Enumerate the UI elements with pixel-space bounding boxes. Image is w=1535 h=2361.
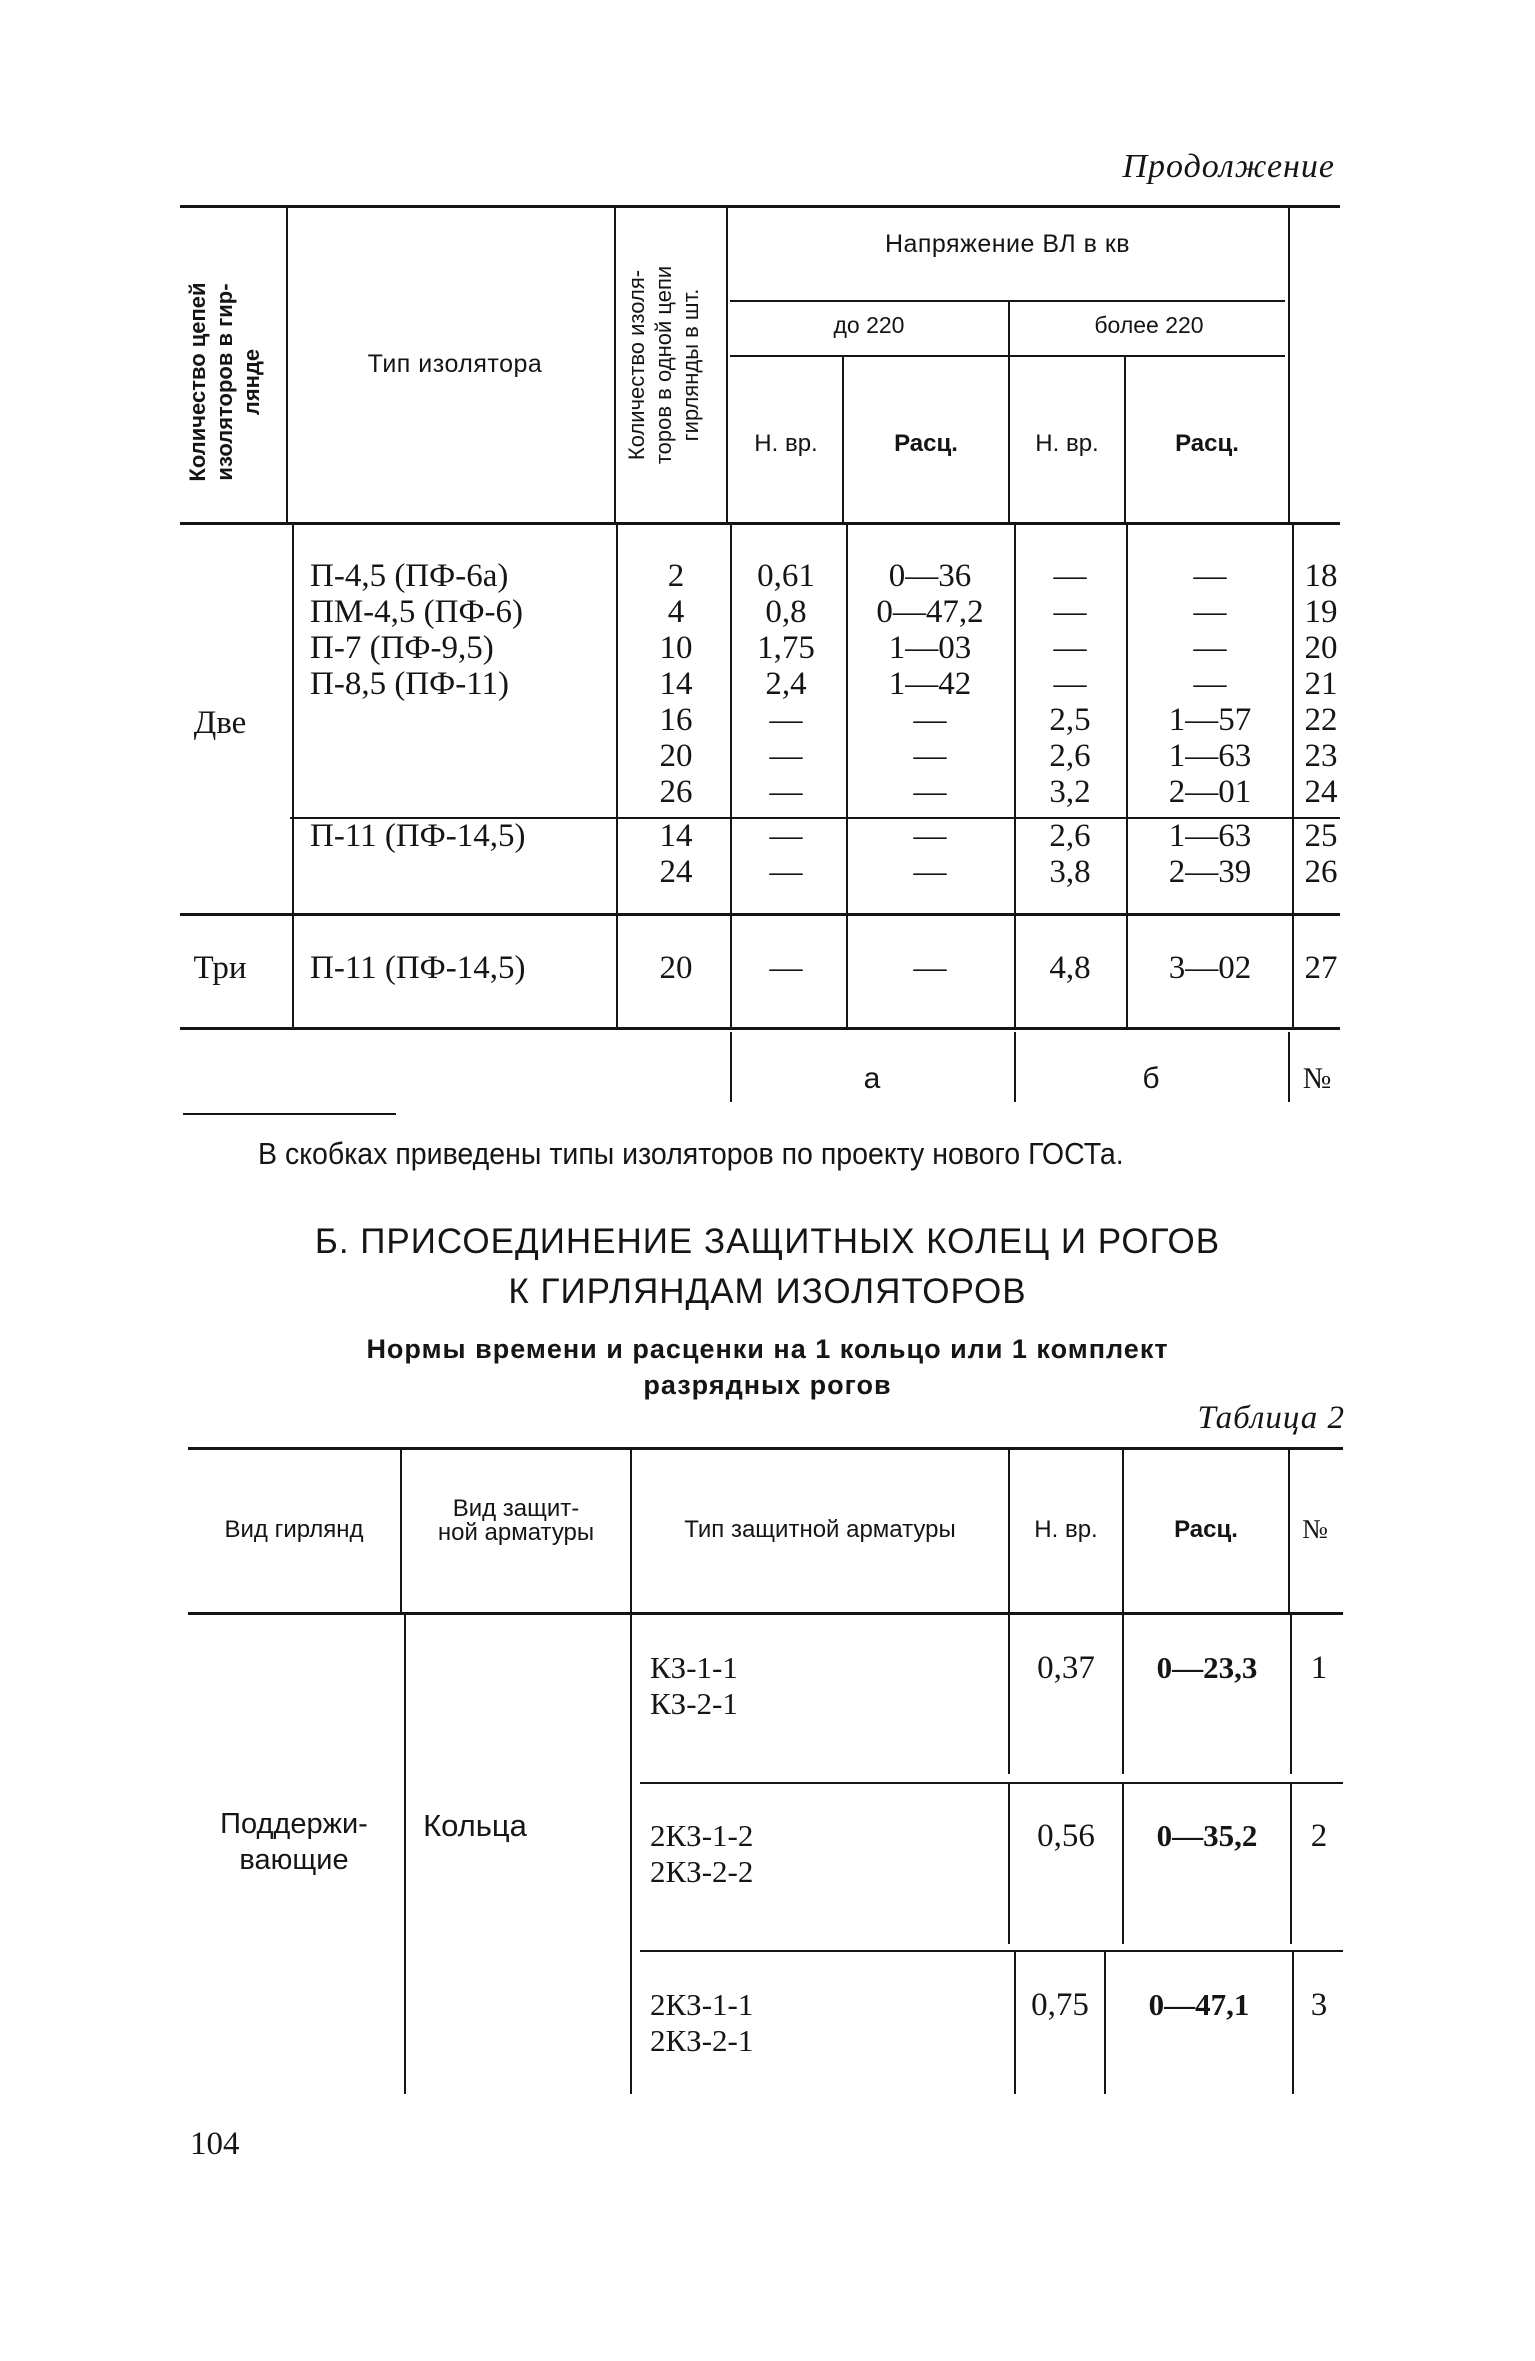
- table2-col-divider: [1122, 1614, 1124, 1774]
- section-title-line-2: К ГИРЛЯНДАМ ИЗОЛЯТОРОВ: [508, 1272, 1027, 1311]
- header-insulator-count: Количество изоля- торов в одной цепи гирлянды в шт.: [624, 265, 703, 465]
- table2-row-rule: [640, 1782, 1343, 1784]
- table1-col-divider: [1288, 1032, 1290, 1102]
- protection-type-row-2: 2КЗ-1-2 2КЗ-2-2: [650, 1818, 754, 1889]
- header-over-220: более 220: [1094, 312, 1204, 338]
- table2-row-rule: [640, 1950, 1343, 1952]
- garland-kind-value: Поддержи- вающие: [220, 1808, 368, 1876]
- table1-col-divider: [616, 524, 618, 913]
- protection-type-row-1: КЗ-1-1 КЗ-2-1: [650, 1650, 738, 1721]
- insulator-type-p11: П-11 (ПФ-14,5): [310, 950, 526, 986]
- insulator-counts: 2 4 10 14 16 20 26: [659, 558, 693, 810]
- header-rate: Расц.: [1174, 1516, 1238, 1543]
- subtitle-line-1: Нормы времени и расценки на 1 кольцо или 1 комплект: [366, 1334, 1169, 1364]
- table1-col-divider: [726, 207, 728, 522]
- rate-row-2: 0—35,2: [1156, 1818, 1258, 1853]
- number-row-3: 3: [1310, 1987, 1328, 2023]
- table1-col-divider: [1126, 915, 1128, 1027]
- table1-col-divider: [286, 207, 288, 522]
- header-number: №: [1302, 1514, 1328, 1544]
- header-a-rate: Расц.: [894, 430, 958, 457]
- table2-col-divider: [1014, 1952, 1016, 2094]
- table2-col-divider: [1122, 1784, 1124, 1944]
- table2-col-divider: [1290, 1614, 1292, 1774]
- table1-header-rule: [180, 522, 1340, 525]
- a-norm-time-values: 0,61 0,8 1,75 2,4 — — —: [757, 558, 815, 810]
- rate-row-1: 0—23,3: [1156, 1650, 1258, 1685]
- header-b-rate: Расц.: [1175, 430, 1239, 457]
- table1-col-divider: [730, 524, 732, 913]
- table1-col-divider: [1292, 915, 1294, 1027]
- table-2-label: Таблица 2: [1197, 1400, 1345, 1436]
- protection-kind-value: Кольца: [423, 1808, 527, 1843]
- group-label-two: Две: [193, 705, 247, 741]
- header-up-to-220: до 220: [833, 312, 905, 338]
- insulator-count: 20: [659, 950, 693, 986]
- table1-col-divider: [292, 524, 294, 913]
- table1-col-divider: [1292, 524, 1294, 913]
- norm-time-row-1: 0,37: [1037, 1650, 1095, 1686]
- number-row-1: 1: [1310, 1650, 1328, 1686]
- insulator-counts: 14 24: [659, 818, 693, 890]
- footnote: В скобках приведены типы изоляторов по проекту нового ГОСТа.: [258, 1136, 1124, 1171]
- table1-col-divider: [846, 915, 848, 1027]
- a-norm-time-values: — —: [769, 818, 803, 890]
- insulator-type-p11: П-11 (ПФ-14,5): [310, 818, 526, 854]
- footnote-rule: [183, 1113, 396, 1115]
- table1-col-divider: [846, 524, 848, 913]
- b-norm-time-values: — — — — 2,5 2,6 3,2: [1049, 558, 1091, 810]
- protection-type-row-3: 2КЗ-1-1 2КЗ-2-1: [650, 1987, 754, 2058]
- a-norm-time-value: —: [769, 950, 803, 986]
- header-a-norm-time: Н. вр.: [754, 430, 818, 457]
- number-row-2: 2: [1310, 1818, 1328, 1854]
- table2-col-divider: [1008, 1614, 1010, 1774]
- norm-time-row-2: 0,56: [1037, 1818, 1095, 1854]
- table2-header-rule: [188, 1612, 1343, 1615]
- header-voltage: Напряжение ВЛ в кв: [884, 230, 1131, 258]
- rate-row-3: 0—47,1: [1148, 1987, 1250, 2022]
- table2-top-rule: [188, 1447, 1343, 1450]
- table1-col-divider: [1014, 524, 1016, 913]
- row-number: 27: [1304, 950, 1338, 986]
- header-garland-kind: Вид гирлянд: [224, 1516, 364, 1543]
- table1-group3-rule: [180, 913, 1340, 916]
- table2-col-divider: [1290, 1784, 1292, 1944]
- b-norm-time-value: 4,8: [1049, 950, 1091, 986]
- header-circuits-count: Количество цепей изоляторов в гир- лянде: [185, 282, 264, 482]
- column-number-sign: №: [1302, 1062, 1332, 1095]
- table2-col-divider: [1008, 1784, 1010, 1944]
- table2-col-divider: [404, 1614, 406, 2094]
- group-label-three: Три: [193, 950, 247, 986]
- table1-col-divider: [1126, 524, 1128, 913]
- table1-top-rule: [180, 205, 1340, 208]
- table1-col-divider: [614, 207, 616, 522]
- continuation-label: Продолжение: [1122, 148, 1335, 185]
- subtitle-line-2: разрядных рогов: [643, 1370, 892, 1400]
- a-rate-values: — —: [913, 818, 947, 890]
- table1-col-divider: [616, 915, 618, 1027]
- table1-col-divider: [292, 915, 294, 1027]
- table1-col-divider: [1014, 915, 1016, 1027]
- a-rate-value: —: [913, 950, 947, 986]
- norm-time-row-3: 0,75: [1031, 1987, 1089, 2023]
- table1-col-divider: [1288, 207, 1290, 522]
- b-rate-value: 3—02: [1168, 950, 1252, 986]
- table2-col-divider: [1292, 1952, 1294, 2094]
- table2-col-divider: [630, 1614, 632, 2094]
- insulator-types-list: П-4,5 (ПФ-6а) ПМ-4,5 (ПФ-6) П-7 (ПФ-9,5) П-8,5 (ПФ-11): [310, 558, 524, 702]
- b-norm-time-values: 2,6 3,8: [1049, 818, 1091, 890]
- column-letter-a: а: [863, 1062, 881, 1095]
- a-rate-values: 0—36 0—47,2 1—03 1—42 — — —: [876, 558, 984, 810]
- row-numbers: 18 19 20 21 22 23 24: [1304, 558, 1338, 810]
- header-b-norm-time: Н. вр.: [1035, 430, 1099, 457]
- header-protection-type: Тип защитной арматуры: [684, 1516, 956, 1543]
- section-title-line-1: Б. ПРИСОЕДИНЕНИЕ ЗАЩИТНЫХ КОЛЕЦ И РОГОВ: [314, 1222, 1221, 1261]
- header-protection-kind: Вид защит- ной арматуры: [437, 1495, 595, 1546]
- column-letter-b: б: [1142, 1062, 1160, 1095]
- row-numbers: 25 26: [1304, 818, 1338, 890]
- header-insulator-type: Тип изолятора: [367, 350, 543, 378]
- page-number: 104: [190, 2126, 240, 2162]
- table2-col-divider: [1104, 1952, 1106, 2094]
- table1-bottom-rule: [180, 1027, 1340, 1030]
- header-norm-time: Н. вр.: [1034, 1516, 1098, 1543]
- b-rate-values: 1—63 2—39: [1168, 818, 1252, 890]
- table1-col-divider: [730, 915, 732, 1027]
- b-rate-values: — — — — 1—57 1—63 2—01: [1168, 558, 1252, 810]
